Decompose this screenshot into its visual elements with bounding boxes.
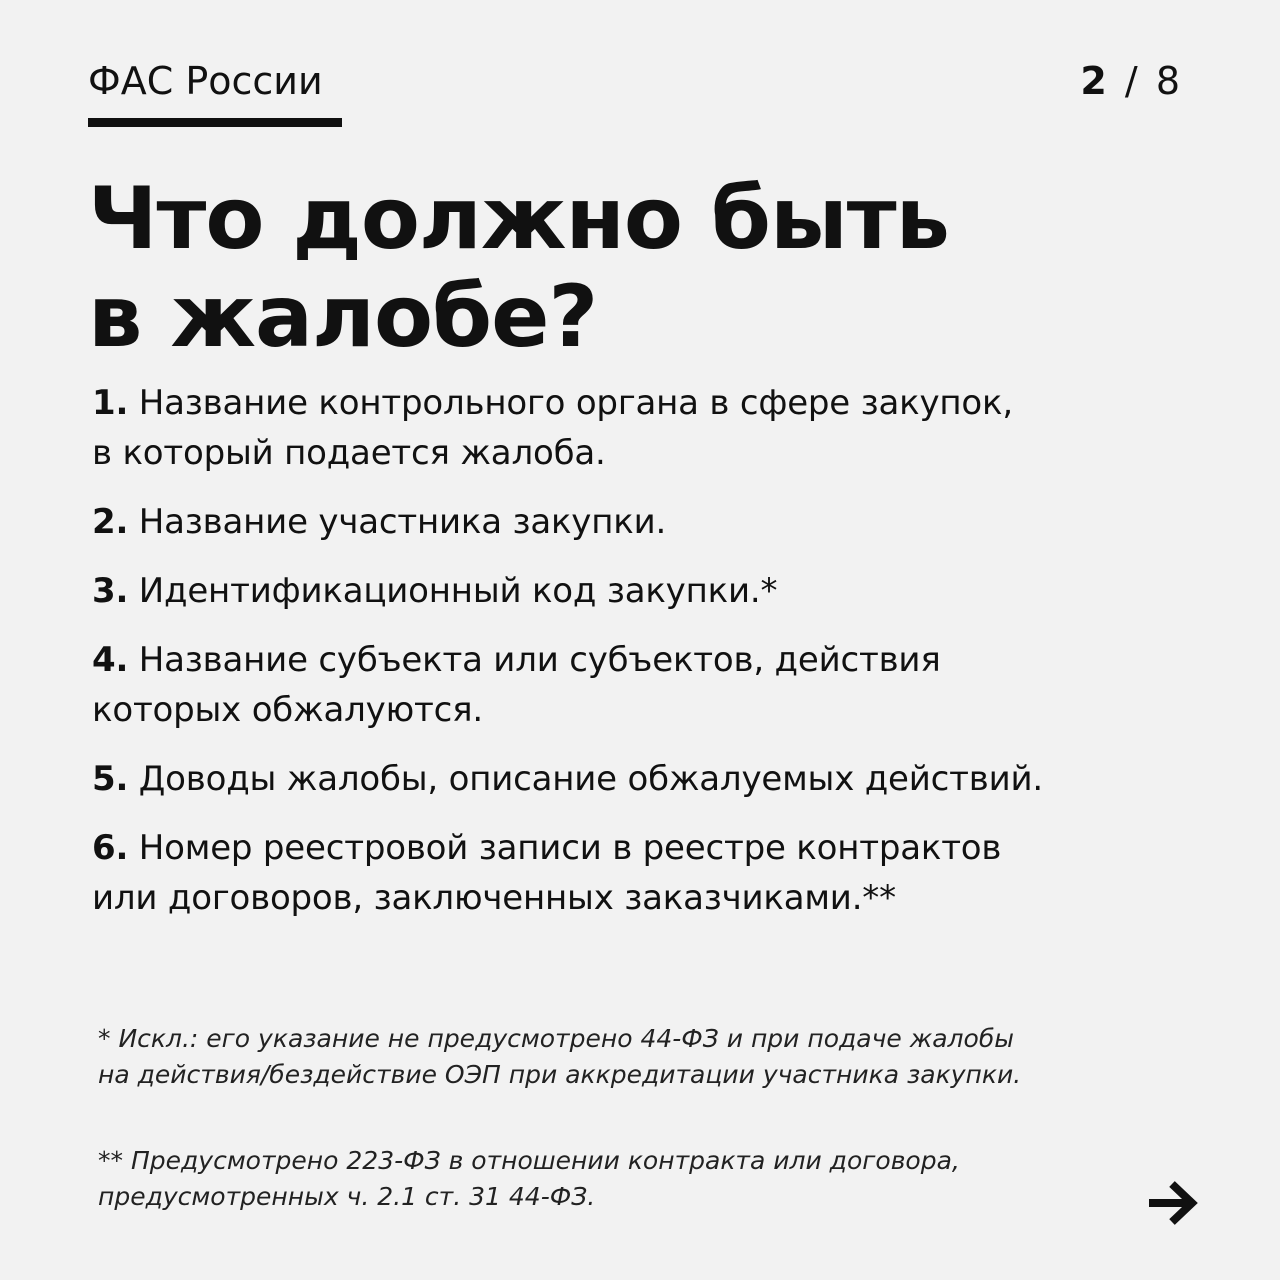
- requirements-list: [92, 378, 1202, 923]
- list-item-number: 2.: [92, 502, 129, 542]
- footnote-line: * Искл.: его указание не предусмотрено 44-ФЗ и при подаче жалобы: [98, 1024, 1014, 1053]
- list-item-number: 5.: [92, 759, 129, 799]
- list-item-line: [92, 823, 1202, 873]
- list-item-text: или договоров, заключенных заказчиками.**: [92, 878, 896, 918]
- list-item-line: [92, 635, 1202, 685]
- list-item-text: Идентификационный код закупки.*: [138, 571, 778, 611]
- page-title-line-2: в жалобе?: [88, 267, 598, 367]
- list-item-line: [92, 378, 1202, 428]
- page-current: 2: [1080, 59, 1107, 103]
- footnote: [98, 1143, 1178, 1215]
- footnote-line: на действия/бездействие ОЭП при аккредитации участника закупки.: [98, 1060, 1022, 1089]
- list-item-line: [92, 754, 1202, 804]
- footnote: [98, 1021, 1178, 1093]
- list-item: [92, 566, 1202, 616]
- next-arrow-button[interactable]: [1141, 1172, 1203, 1234]
- arrow-right-icon: [1141, 1172, 1203, 1234]
- list-item-text: Название субъекта или субъектов, действия: [138, 640, 941, 680]
- list-item: [92, 754, 1202, 804]
- footnote-line: предусмотренных ч. 2.1 ст. 31 44-ФЗ.: [98, 1182, 596, 1211]
- list-item-number: 4.: [92, 640, 129, 680]
- list-item: [92, 823, 1202, 923]
- list-item-text: Название участника закупки.: [138, 502, 667, 542]
- list-item-number: 1.: [92, 383, 129, 423]
- list-item-line: [92, 497, 1202, 547]
- brand-name: ФАС России: [88, 59, 323, 103]
- list-item: [92, 497, 1202, 547]
- list-item: [92, 378, 1202, 478]
- list-item: [92, 635, 1202, 735]
- list-item-number: 3.: [92, 571, 129, 611]
- page-separator: /: [1124, 59, 1138, 103]
- page-indicator: [1080, 59, 1180, 103]
- list-item-text: Название контрольного органа в сфере закупок,: [138, 383, 1013, 423]
- list-item-number: 6.: [92, 828, 129, 868]
- page-title: [88, 170, 1148, 366]
- footnotes: [98, 1021, 1178, 1215]
- list-item-text: Доводы жалобы, описание обжалуемых действий.: [138, 759, 1043, 799]
- page-title-line-1: Что должно быть: [88, 169, 949, 269]
- page-total: 8: [1155, 59, 1180, 103]
- list-item-line: [92, 566, 1202, 616]
- list-item-text: в который подается жалоба.: [92, 433, 606, 473]
- footnote-line: ** Предусмотрено 223-ФЗ в отношении контракта или договора,: [98, 1146, 960, 1175]
- list-item-text: Номер реестровой записи в реестре контрактов: [138, 828, 1002, 868]
- list-item-text: которых обжалуются.: [92, 690, 483, 730]
- brand-underline: [88, 118, 342, 127]
